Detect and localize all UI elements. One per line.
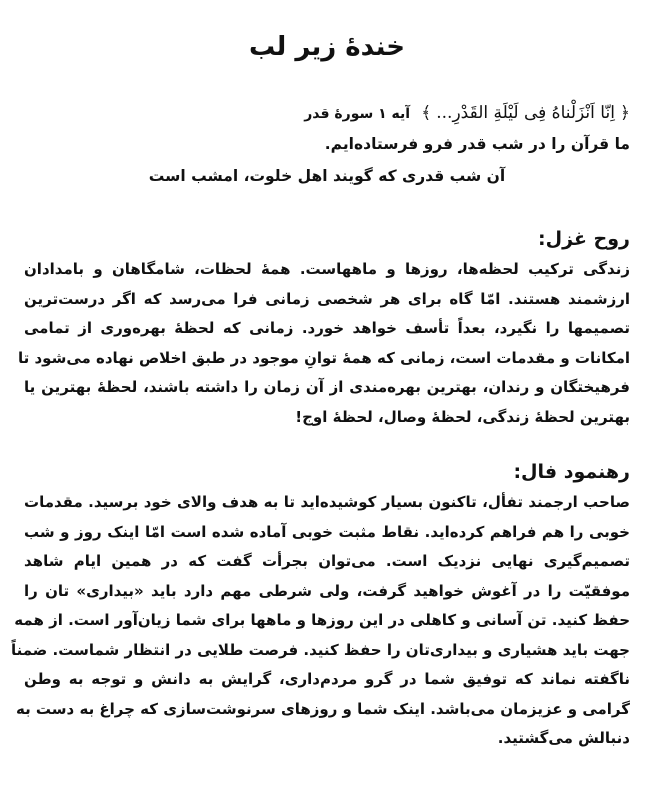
paragraph-line: فرهیختگان و رندان، بهترین بهره‌مندی از آن زمان را داشته باشند، لحظهٔ بهترین یا: [24, 378, 630, 396]
verse-close-bracket: ﴾: [421, 103, 432, 123]
paragraph-line: ارزشمند هستند. امّا گاه برای هر شخصی زمانی فرا می‌رسد که اگر درست‌ترین: [24, 289, 630, 308]
paragraph-line: خوبی را هم فراهم کرده‌اید. نقاط مثبت خوبی آماده شده است امّا اینک روز و شب: [24, 522, 630, 541]
section-heading-rahnemud-fal: رهنمود فال:: [513, 461, 630, 483]
verse-text: اِنّا اَنْزَلْناهُ فِی لَیْلَةِ القَدْرِ...: [436, 103, 615, 123]
section-heading-ruh-ghazal: روح غزل:: [538, 228, 630, 250]
paragraph-line: حفظ کنید. تن آسانی و کاهلی در این روزها و ماهها برای شما زیان‌آور است. از همه: [14, 611, 630, 629]
verse-open-bracket: ﴿: [620, 103, 630, 123]
paragraph-line: ناگفته نماند که توفیق شما در گرو مردم‌داری، گرایش به دانش و توجه به وطن: [24, 670, 630, 688]
paragraph-line: امکانات و مقدمات است، زمانی که همهٔ توانِ موجود در طبق اخلاص نهاده می‌شود تا: [17, 348, 630, 367]
verse-translation: ما قرآن را در شب قدر فرو فرستاده‌ایم.: [324, 135, 630, 153]
paragraph-line: دنبالش می‌گشتید.: [497, 729, 630, 747]
paragraph-rahnemud-fal: [11, 488, 630, 754]
page: [11, 0, 630, 800]
verse-reference: آیه ۱ سورهٔ قدر: [304, 106, 411, 122]
paragraph-line: موفقیّت را در آغوش خواهید گرفت، ولی شرطی مهم دارد باید «بیداری» تان را: [24, 581, 630, 600]
paragraph-line: زندگی ترکیب لحظه‌ها، روزها و ماههاست. همهٔ لحظات، شامگاهان و بامدادان: [24, 260, 630, 278]
paragraph-line: صاحب ارجمند تفأل، تاکنون بسیار کوشیده‌اید تا به هدف والای خود برسید. مقدمات: [24, 493, 630, 511]
paragraph-line: تصمیمها را نگیرد، بعداً تأسف خواهد خورد. زمانی که لحظهٔ بهره‌وری از تمامی: [24, 319, 630, 337]
poem-couplet: آن شب قدری که گویند اهل خلوت، امشب است: [148, 167, 506, 185]
quran-verse: [304, 100, 630, 127]
paragraph-line: بهترین لحظهٔ زندگی، لحظهٔ وصال، لحظهٔ اوج!: [295, 407, 630, 426]
paragraph-line: گرامی و عزیزمان می‌باشد. اینک شما و روزهای سرنوشت‌سازی که چراغ به دست به: [15, 699, 630, 718]
paragraph-line: جهت باید هشیاری و بیداری‌تان را حفظ کنید. فرصت طلایی در انتظار شماست. ضمناً: [11, 640, 630, 659]
page-title: خندهٔ زیر لب: [248, 32, 405, 62]
paragraph-line: تصمیم‌گیری نهایی نزدیک است. می‌توان بجرأت گفت که در همین ایام شاهد: [24, 552, 630, 570]
paragraph-ruh-ghazal: [17, 255, 630, 432]
